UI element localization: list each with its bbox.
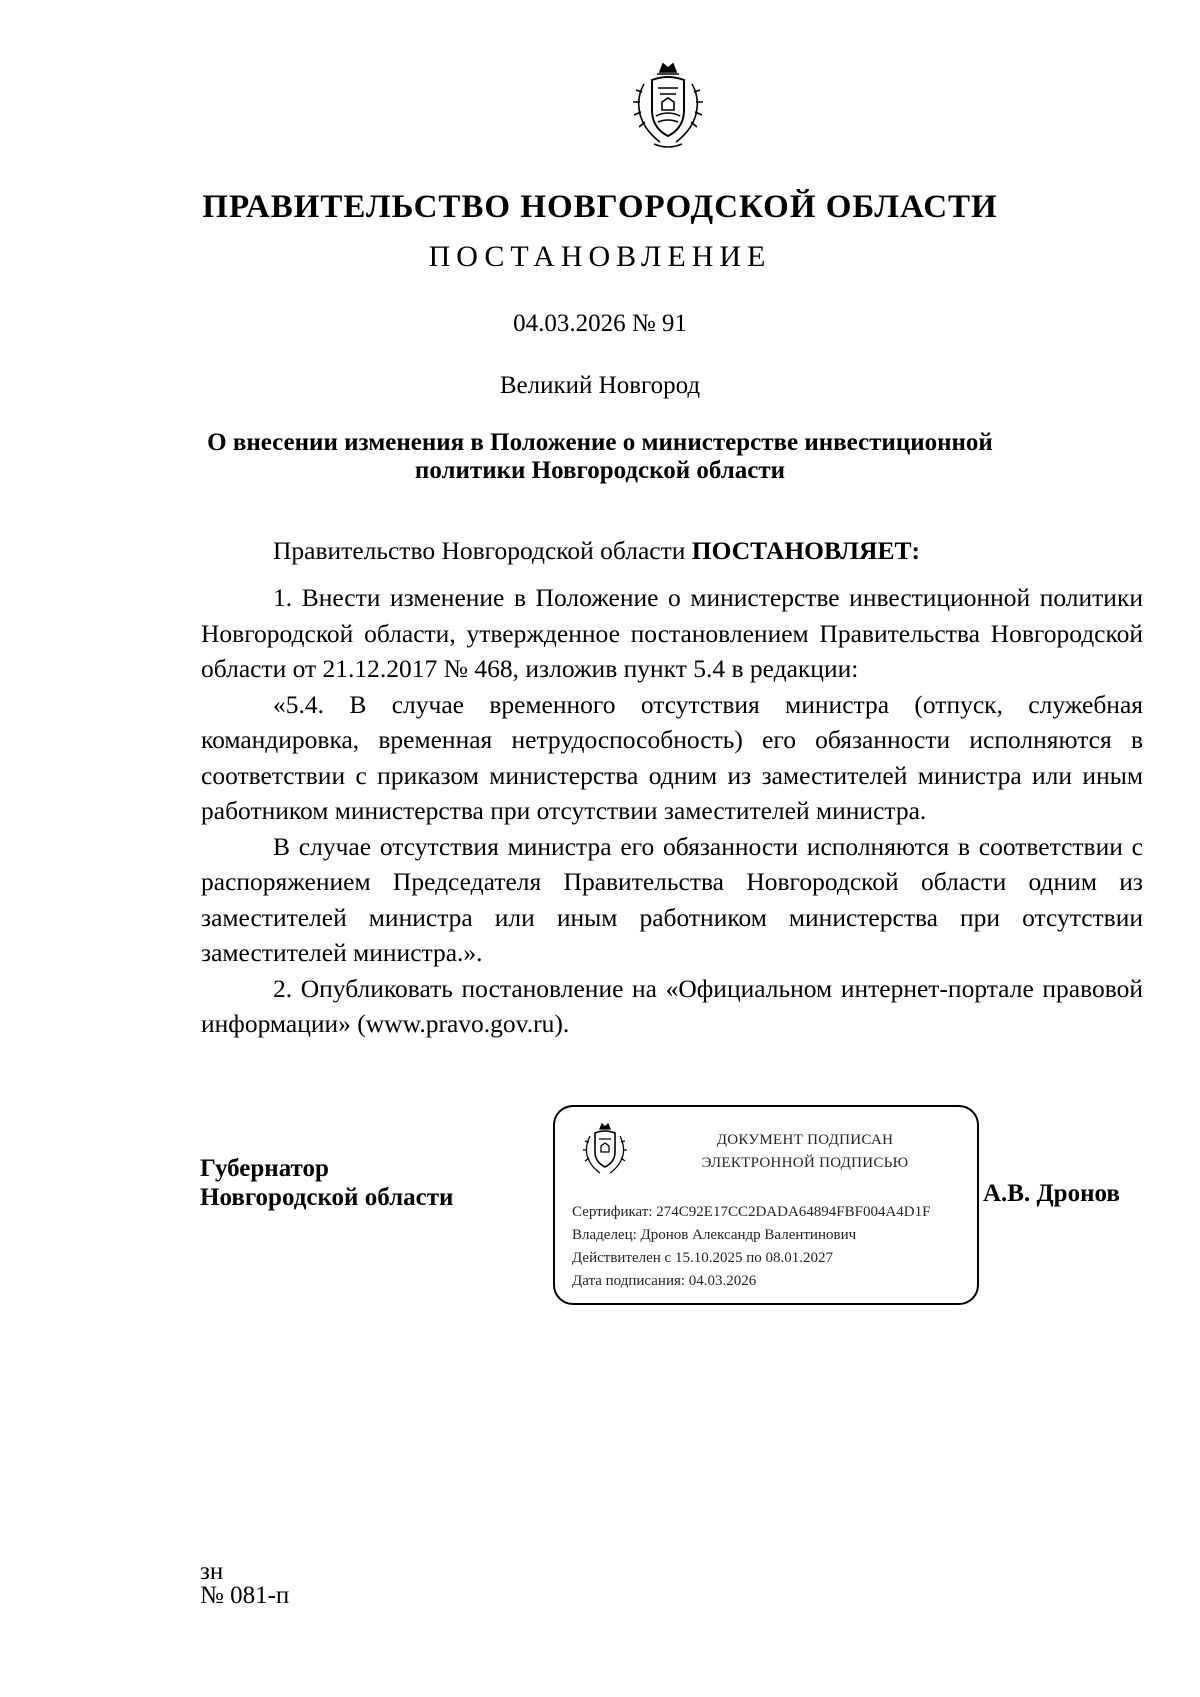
stamp-header-line-1: ДОКУМЕНТ ПОДПИСАН: [716, 1132, 894, 1148]
signer-position-line-1: Губернатор: [200, 1155, 329, 1182]
government-title: ПРАВИТЕЛЬСТВО НОВГОРОДСКОЙ ОБЛАСТИ: [202, 189, 998, 225]
subject-line-2: политики Новгородской области: [414, 457, 786, 484]
electronic-signature-stamp: [553, 1105, 979, 1305]
paragraph-3: В случае отсутствия министра его обязанности исполняются в соответствии с распоряжением Председателя Правительства Новгородской области одним из заместителей министра или иным работником министерства при отсутствии заместителей министра.».: [201, 831, 1143, 967]
preamble: [201, 533, 1143, 569]
document-body: [201, 580, 1143, 1042]
document-subject: [0, 429, 1200, 485]
stamp-signed-date: Дата подписания: 04.03.2026: [572, 1273, 757, 1289]
signer-name: А.В. Дронов: [983, 1180, 1120, 1207]
footer-initials: зн: [200, 1558, 224, 1585]
subject-line-1: О внесении изменения в Положение о министерстве инвестиционной: [207, 429, 993, 456]
footer-marks: [200, 1560, 289, 1608]
stamp-emblem-icon: [582, 1122, 628, 1178]
signer-position-line-2: Новгородской области: [200, 1184, 454, 1211]
footer-number: № 081-п: [200, 1582, 290, 1609]
stamp-details: [572, 1201, 930, 1293]
document-type: ПОСТАНОВЛЕНИЕ: [428, 240, 772, 273]
stamp-header-line-2: ЭЛЕКТРОННОЙ ПОДПИСЬЮ: [701, 1155, 909, 1171]
paragraph-1: 1. Внести изменение в Положение о министерстве инвестиционной политики Новгородской области, утвержденное постановлением Правительства Новгородской области от 21.12.2017 № 468, изложив пункт 5.4 в редакции:: [201, 583, 1143, 683]
paragraph-2: «5.4. В случае временного отсутствия министра (отпуск, служебная командировка, временная нетрудоспособность) его обязанности исполняются в соответствии с приказом министерства одним из заместителей министра или иным работником министерства при отсутствии заместителей министра.: [201, 689, 1143, 825]
signer-position: [200, 1154, 453, 1212]
stamp-certificate: Сертификат: 274C92E17CC2DADA64894FBF004A4D1F: [572, 1204, 931, 1220]
document-city: Великий Новгород: [499, 372, 701, 399]
stamp-validity: Действителен с 15.10.2025 по 08.01.2027: [572, 1250, 833, 1266]
stamp-owner: Владелец: Дронов Александр Валентинович: [572, 1227, 857, 1243]
stamp-header: [655, 1129, 955, 1175]
document-date-number: 04.03.2026 № 91: [513, 310, 687, 337]
preamble-text: Правительство Новгородской области: [273, 536, 692, 565]
coat-of-arms-icon: [630, 58, 706, 154]
preamble-decree: ПОСТАНОВЛЯЕТ:: [691, 536, 920, 565]
paragraph-4: 2. Опубликовать постановление на «Официальном интернет-портале правовой информации» (www.pravo.gov.ru).: [201, 973, 1143, 1038]
